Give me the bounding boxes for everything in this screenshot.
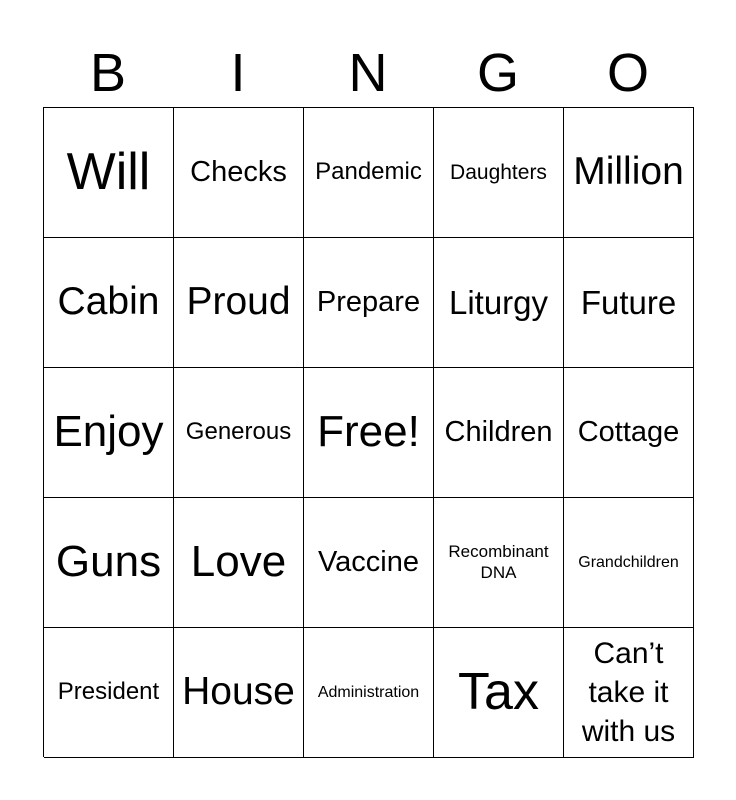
bingo-cell[interactable]: Tax bbox=[434, 628, 564, 758]
bingo-cell[interactable]: Prepare bbox=[304, 238, 434, 368]
header-letter-i: I bbox=[230, 43, 246, 103]
bingo-cell[interactable]: Administration bbox=[304, 628, 434, 758]
bingo-cell[interactable]: Can’t take it with us bbox=[564, 628, 694, 758]
bingo-cell[interactable]: Cottage bbox=[564, 368, 694, 498]
bingo-cell[interactable]: Million bbox=[564, 108, 694, 238]
bingo-cell[interactable]: Children bbox=[434, 368, 564, 498]
header-letter-n: N bbox=[348, 43, 388, 103]
bingo-cell[interactable]: Enjoy bbox=[44, 368, 174, 498]
bingo-cell[interactable]: Generous bbox=[174, 368, 304, 498]
bingo-cell-free-space[interactable]: Free! bbox=[304, 368, 434, 498]
bingo-cell[interactable]: Vaccine bbox=[304, 498, 434, 628]
header-letter-o: O bbox=[606, 43, 649, 103]
bingo-cell[interactable]: Grandchildren bbox=[564, 498, 694, 628]
bingo-cell[interactable]: President bbox=[44, 628, 174, 758]
bingo-cell[interactable]: Checks bbox=[174, 108, 304, 238]
bingo-cell[interactable]: Proud bbox=[174, 238, 304, 368]
bingo-cell[interactable]: Liturgy bbox=[434, 238, 564, 368]
bingo-cell[interactable]: Guns bbox=[44, 498, 174, 628]
bingo-cell[interactable]: Pandemic bbox=[304, 108, 434, 238]
bingo-cell[interactable]: Daughters bbox=[434, 108, 564, 238]
header-letter-b: B bbox=[89, 43, 127, 103]
bingo-cell[interactable]: Will bbox=[44, 108, 174, 238]
bingo-cell[interactable]: Recombinant DNA bbox=[434, 498, 564, 628]
bingo-cell[interactable]: Love bbox=[174, 498, 304, 628]
bingo-board bbox=[43, 107, 694, 757]
bingo-cell[interactable]: Future bbox=[564, 238, 694, 368]
bingo-cell[interactable]: Cabin bbox=[44, 238, 174, 368]
bingo-cell[interactable]: House bbox=[174, 628, 304, 758]
bingo-header bbox=[43, 40, 693, 106]
header-letter-g: G bbox=[476, 43, 519, 103]
